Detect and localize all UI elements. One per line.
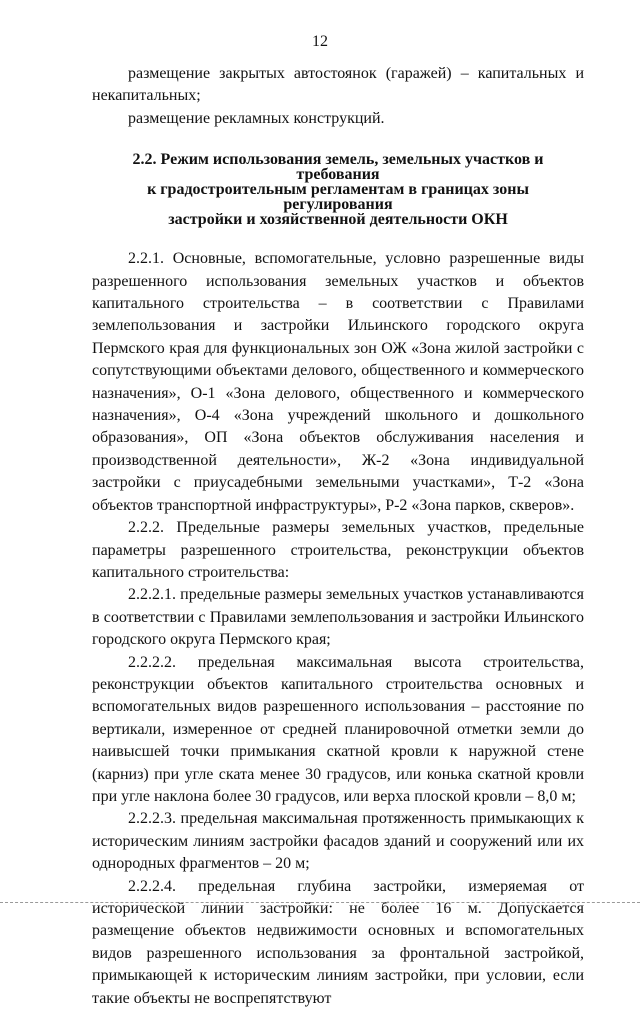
- paragraph-2-2-1: 2.2.1. Основные, вспомогательные, условно разрешенные виды разрешенного использования земельных участков и объектов капитального строительства – в соответствии с Правилами землепользования и застройки Ильинского городского округа Пермского края для функциональных зон ОЖ «Зона жилой застройки с сопутствующими объектами делового, общественного и коммерческого назначения», О-1 «Зона делового, общественного и коммерческого назначения», О-4 «Зона учреждений школьного и дошкольного образования», ОП «Зона объектов обслуживания населения и производственной деятельности», Ж-2 «Зона индивидуальной застройки с приусадебными земельными участками», Т-2 «Зона объектов транспортной инфраструктуры», Р-2 «Зона парков, скверов».: [92, 250, 584, 514]
- section-heading: [92, 152, 584, 227]
- section-heading-line-3: застройки и хозяйственной деятельности ОКН: [168, 211, 508, 229]
- page-number: 12: [312, 33, 328, 50]
- document-body: [92, 63, 584, 1010]
- intro-paragraph-advertising: размещение рекламных конструкций.: [128, 109, 385, 127]
- paragraph-2-2-2: 2.2.2. Предельные размеры земельных участков, предельные параметры разрешенного строительства, реконструкции объектов капитального строительства:: [92, 519, 584, 581]
- paragraph-2-2-2-2: 2.2.2.2. предельная максимальная высота строительства, реконструкции объектов капитального строительства основных и вспомогательных видов разрешенного использования – расстояние по вертикали, измеренное от средней планировочной отметки земли до наивысшей точки примыкания скатной кровли к наружной стене (карниз) при угле ската менее 30 градусов, или конька скатной кровли при угле наклона более 30 градусов, или верха плоской кровли – 8,0 м;: [92, 653, 584, 805]
- paragraph-2-2-2-4: 2.2.2.4. предельная глубина застройки, измеряемая от исторической линии застройки: не более 16 м. Допускается размещение объектов недвижимости основных и вспомогательных видов разрешенного использования за фронтальной застройкой, примыкающей к историческим линиям застройки, при условии, если такие объекты не воспрепятствуют: [92, 877, 584, 1007]
- paragraph-2-2-2-3: 2.2.2.3. предельная максимальная протяженность примыкающих к историческим линиям застройки фасадов зданий и сооружений или их однородных фрагментов – 20 м;: [92, 810, 584, 873]
- page-edge-divider: [0, 902, 640, 904]
- section-heading-line-1: 2.2. Режим использования земель, земельных участков и требования: [132, 151, 544, 184]
- section-heading-line-2: к градостроительным регламентам в границах зоны регулирования: [147, 181, 529, 214]
- paragraph-2-2-2-1: 2.2.2.1. предельные размеры земельных участков устанавливаются в соответствии с Правилами землепользования и застройки Ильинского городского округа Пермского края;: [92, 586, 584, 649]
- spacer: [92, 130, 584, 152]
- intro-paragraph-garages: размещение закрытых автостоянок (гаражей) – капитальных и некапитальных;: [92, 65, 584, 105]
